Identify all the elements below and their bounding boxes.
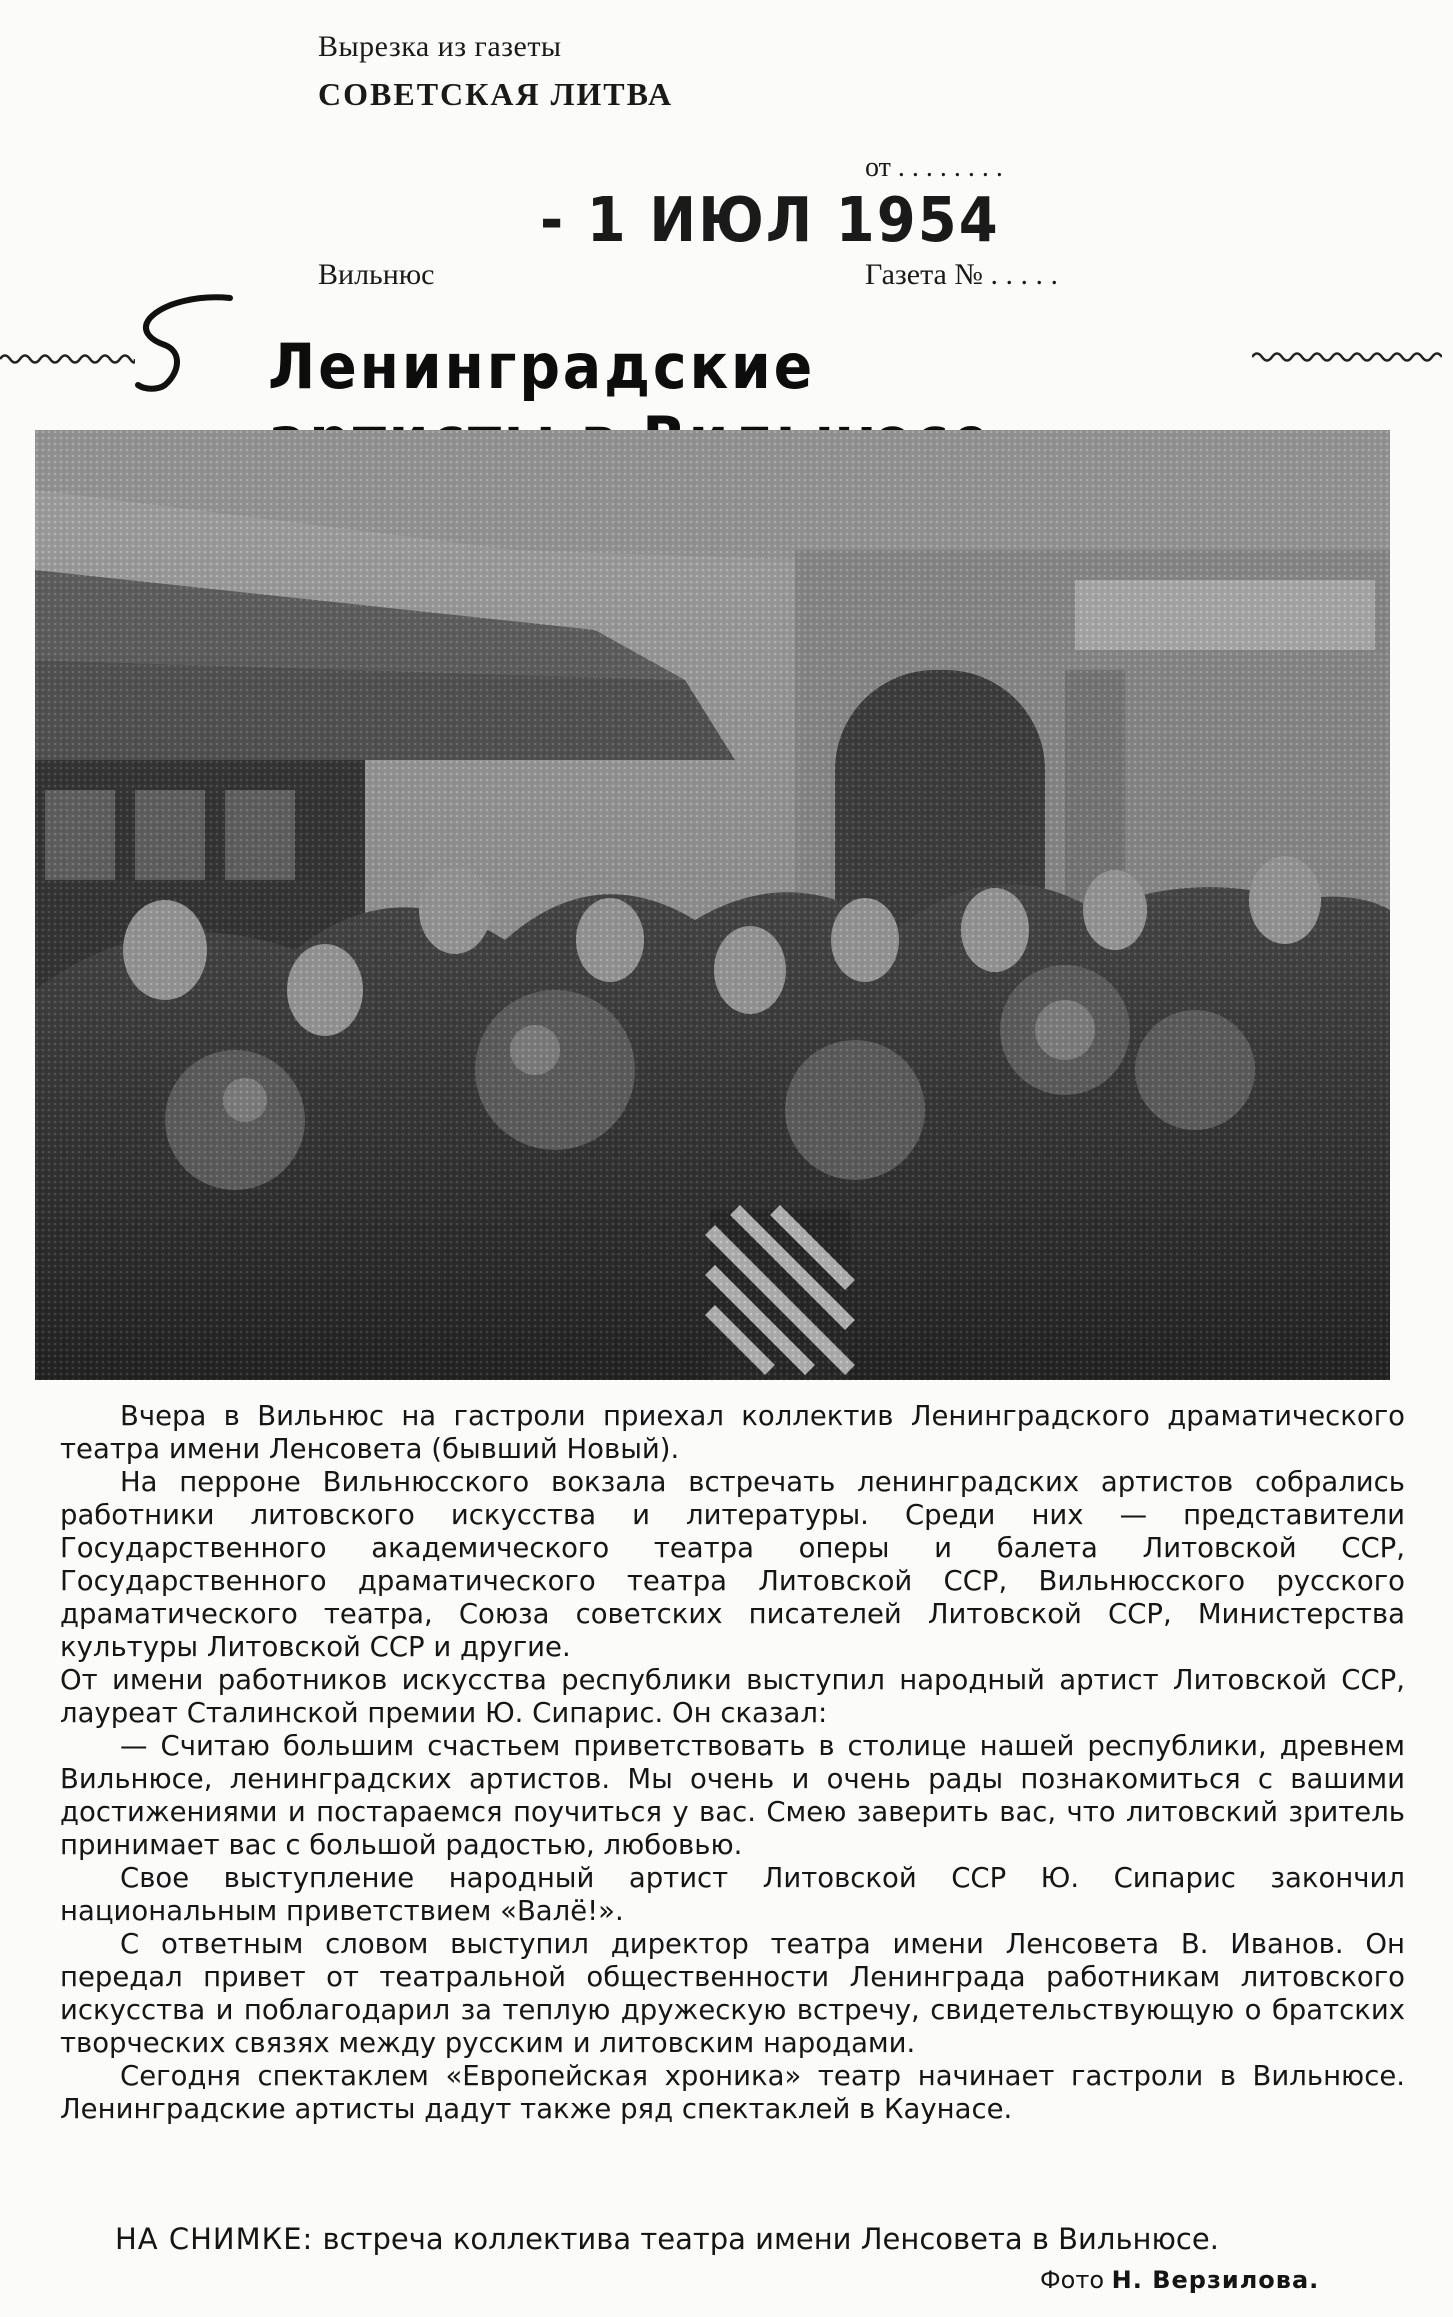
date-stamp: - 1 ИЮЛ 1954 xyxy=(540,184,1000,257)
date-prefix: от . . . . . . . . xyxy=(865,152,1003,183)
article-paragraph: От имени работников искусства республики выступил народный артист Литовской ССР, лауреат Сталинской премии Ю. Сипарис. Он сказал: xyxy=(60,1664,1405,1729)
wavy-rule-right xyxy=(1252,348,1442,366)
wavy-rule-left xyxy=(0,350,135,368)
city-label: Вильнюс xyxy=(318,258,435,291)
handwritten-mark xyxy=(120,290,240,400)
article-paragraph: Сегодня спектаклем «Европейская хроника» театр начинает гастроли в Вильнюсе. Ленинградские артисты дадут также ряд спектаклей в Каунасе. xyxy=(60,2060,1405,2125)
article-paragraph: — Считаю большим счастьем приветствовать в столице нашей республики, древнем Вильнюсе, ленинградских артистов. Мы очень и очень рады познакомиться с вашими достижениями и постараемся поучиться у вас. Смею заверить вас, что литовский зритель принимает вас с большой радостью, любовью. xyxy=(60,1730,1405,1861)
credit-prefix: Фото xyxy=(1040,2266,1105,2294)
photographer-name: Н. Верзилова. xyxy=(1111,2266,1320,2294)
article-paragraph: На перроне Вильнюсского вокзала встречать ленинградских артистов собрались работники литовского искусства и литературы. Среди них — представители Государственного академического театра оперы и балета Литовской ССР, Государственного драматического театра Литовской ССР, Вильнюсского русского драматического театра, Союза советских писателей Литовской ССР, Министерства культуры Литовской ССР и другие. xyxy=(60,1466,1405,1663)
clipping-label: Вырезка из газеты xyxy=(318,30,562,63)
caption-text: встреча коллектива театра имени Ленсовета в Вильнюсе. xyxy=(322,2222,1219,2256)
photo-caption xyxy=(115,2222,1219,2256)
article-paragraph: Свое выступление народный артист Литовской ССР Ю. Сипарис закончил национальным приветствием «Валё!». xyxy=(60,1862,1405,1927)
gazeta-number-label: Газета № . . . . . xyxy=(865,258,1058,291)
photo-credit xyxy=(1040,2266,1319,2294)
news-photo xyxy=(35,430,1390,1380)
article-headline: Ленинградские xyxy=(268,330,816,403)
article-paragraph: Вчера в Вильнюс на гастроли приехал коллектив Ленинградского драматического театра имени Ленсовета (бывший Новый). xyxy=(60,1400,1405,1465)
article-body xyxy=(60,1400,1405,2126)
article-paragraph: С ответным словом выступил директор театра имени Ленсовета В. Иванов. Он передал привет от театральной общественности Ленинграда работникам литовского искусства и поблагодарил за теплую дружескую встречу, свидетельствующую о братских творческих связях между русским и литовским народами. xyxy=(60,1928,1405,2059)
caption-heading: НА СНИМКЕ: xyxy=(115,2222,314,2256)
newspaper-name: СОВЕТСКАЯ ЛИТВА xyxy=(318,76,674,112)
